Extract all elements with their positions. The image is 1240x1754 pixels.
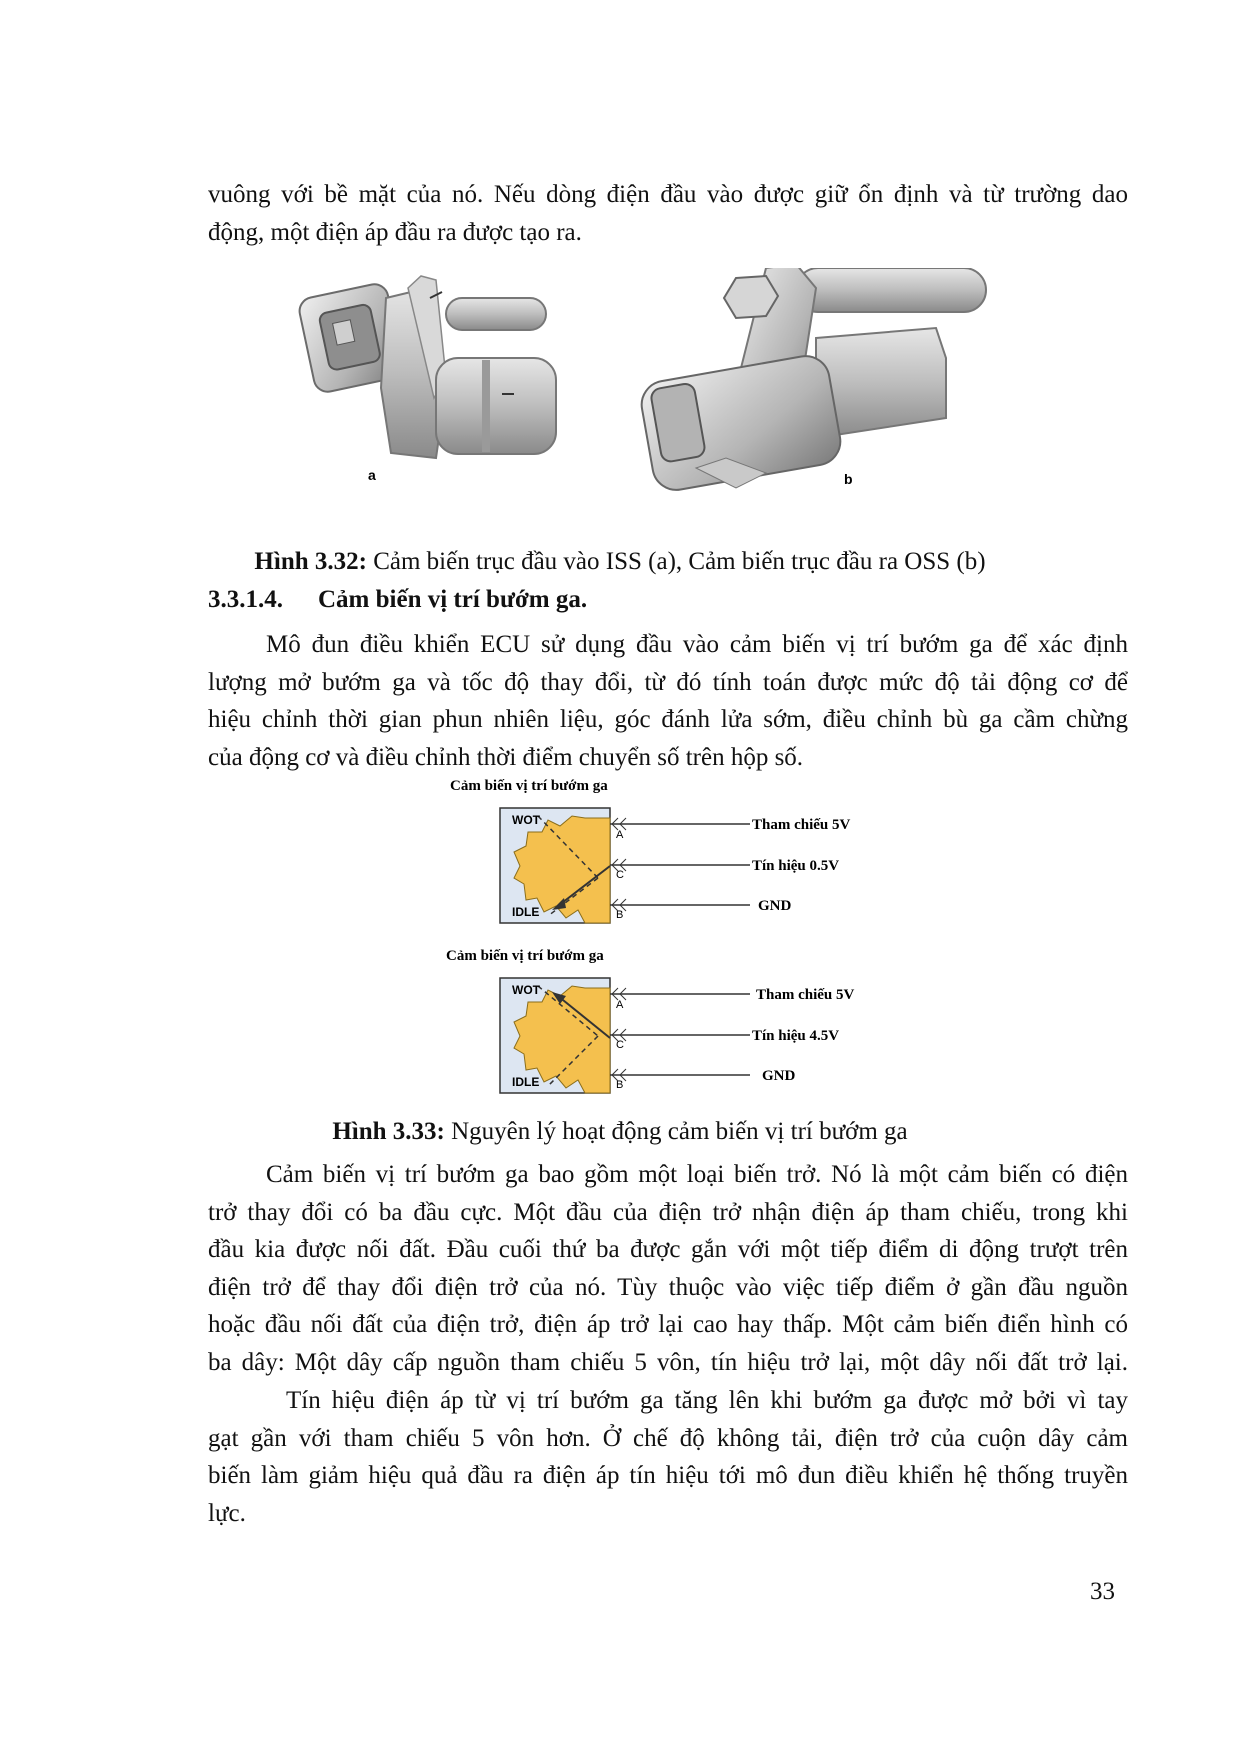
tps-top-pin-a: A	[616, 829, 624, 841]
tps-top-idle: IDLE	[512, 905, 540, 919]
intro-paragraph	[208, 176, 1128, 251]
tps-bottom-pin-a: A	[616, 999, 624, 1011]
section-heading	[208, 586, 587, 614]
tps-bottom-pin-b: B	[616, 1079, 624, 1091]
section-title: Cảm biến vị trí bướm ga.	[318, 586, 588, 613]
figure-333-caption-label: Hình 3.33:	[332, 1118, 445, 1145]
section-number: 3.3.1.4.	[208, 586, 283, 613]
figure-332-caption-text: Cảm biến trục đầu vào ISS (a), Cảm biến trục đầu ra OSS (b)	[366, 548, 986, 575]
paragraph-2-line-2: trở thay đổi có ba đầu cực. Một đầu của điện trở nhận điện áp tham chiếu, trong khi	[208, 1198, 1128, 1226]
tps-top-signal: Tín hiệu 0.5V	[752, 858, 840, 874]
paragraph-1-line-2: lượng mở bướm ga và tốc độ thay đổi, từ đó tính toán được mức độ tải động cơ để	[208, 668, 1128, 696]
tps-top-gnd: GND	[758, 898, 792, 914]
paragraph-2-line-6: ba dây: Một dây cấp nguồn tham chiếu 5 vôn, tín hiệu trở lại, một dây nối đất trở lại.	[208, 1348, 1128, 1376]
paragraph-3-line-2: gạt gần với tham chiếu 5 vôn hơn. Ở chế độ không tải, điện trở của cuộn dây cảm	[208, 1424, 1128, 1452]
paragraph-1-line-4: của động cơ và điều chỉnh thời điểm chuyển số trên hộp số.	[208, 743, 804, 771]
tps-bottom-ref: Tham chiếu 5V	[756, 987, 855, 1003]
tps-top-ref: Tham chiếu 5V	[752, 817, 851, 833]
paragraph-2-line-3: đầu kia được nối đất. Đầu cuối thứ ba được gắn với một tiếp điểm di động trượt trên	[208, 1236, 1128, 1263]
tps-top-pin-b: B	[616, 909, 624, 921]
paragraph-3-line-3: biến làm giảm hiệu quả đầu ra điện áp tín hiệu tới mô đun điều khiển hệ thống truyền	[208, 1462, 1128, 1489]
paragraph-3-line-1: Tín hiệu điện áp từ vị trí bướm ga tăng lên khi bướm ga được mở bởi vì tay	[286, 1387, 1128, 1414]
paragraph-2-line-4: điện trở để thay đổi điện trở của nó. Tùy thuộc vào việc tiếp điểm ở gần đầu nguồn	[208, 1273, 1128, 1301]
paragraph-1	[208, 626, 1128, 776]
tps-top-title: Cảm biến vị trí bướm ga	[450, 778, 608, 794]
tps-bottom-signal: Tín hiệu 4.5V	[752, 1028, 840, 1044]
tps-bottom-pin-c: C	[616, 1039, 624, 1051]
tps-bottom-gnd: GND	[762, 1068, 796, 1084]
oss-sensor-image	[638, 268, 986, 494]
page-number: 33	[1090, 1578, 1115, 1605]
sensor-photos-figure	[296, 268, 1056, 548]
tps-diagram-top	[450, 778, 851, 923]
figure-label-b: b	[844, 471, 853, 487]
paragraph-3-line-4: lực.	[208, 1499, 246, 1527]
intro-line-1: vuông với bề mặt của nó. Nếu dòng điện đầu vào được giữ ổn định và từ trường dao	[208, 181, 1128, 208]
figure-332-caption-label: Hình 3.32:	[254, 548, 367, 575]
figure-333-caption	[0, 1118, 1240, 1146]
intro-line-2: động, một điện áp đầu ra được tạo ra.	[208, 218, 582, 246]
tps-diagram-figure	[440, 778, 880, 1098]
paragraph-2-line-1: Cảm biến vị trí bướm ga bao gồm một loại biến trở. Nó là một cảm biến có điện	[266, 1161, 1128, 1188]
tps-bottom-idle: IDLE	[512, 1075, 540, 1089]
paragraph-1-line-1: Mô đun điều khiển ECU sử dụng đầu vào cảm biến vị trí bướm ga để xác định	[266, 631, 1128, 658]
tps-top-pin-c: C	[616, 869, 624, 881]
figure-332-caption	[0, 548, 1240, 576]
tps-top-wot: WOT	[512, 813, 540, 827]
paragraph-1-line-3: hiệu chỉnh thời gian phun nhiên liệu, góc đánh lửa sớm, điều chỉnh bù ga cầm chừng	[208, 706, 1128, 733]
figure-333-caption-text: Nguyên lý hoạt động cảm biến vị trí bướm ga	[444, 1118, 908, 1145]
tps-bottom-title: Cảm biến vị trí bướm ga	[446, 948, 604, 964]
iss-sensor-image	[297, 276, 556, 458]
tps-bottom-wot: WOT	[512, 983, 540, 997]
paragraph-3	[208, 1382, 1128, 1532]
tps-diagram-bottom	[446, 948, 855, 1093]
paragraph-2-line-5: hoặc đầu nối đất của điện trở, điện áp trở lại cao hay thấp. Một cảm biến điển hình có	[208, 1311, 1128, 1338]
paragraph-2	[208, 1156, 1128, 1381]
figure-label-a: a	[368, 467, 376, 483]
